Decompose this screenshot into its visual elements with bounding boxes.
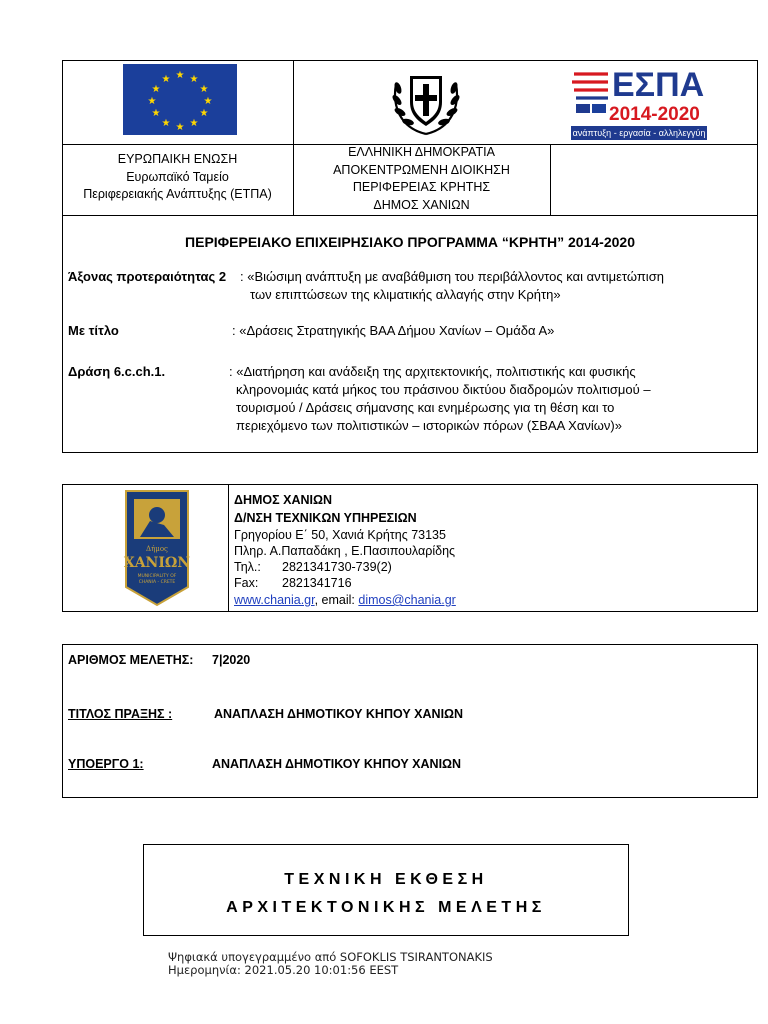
logo-dimos-text: Δήμος bbox=[146, 545, 168, 553]
eu-fund-text: ΕΥΡΩΠΑΙΚΗ ΕΝΩΣΗ Ευρωπαϊκό Ταμείο Περιφερειακής Ανάπτυξης (ΕΤΠΑ) bbox=[83, 152, 272, 201]
svg-text:★: ★ bbox=[175, 70, 185, 81]
department-name: Δ/ΝΣΗ ΤΕΧΝΙΚΩΝ ΥΠΗΡΕΣΙΩΝ bbox=[234, 511, 417, 525]
svg-text:★: ★ bbox=[189, 118, 199, 129]
axis-label: Άξονας προτεραιότητας 2 bbox=[68, 269, 227, 284]
report-title-box bbox=[143, 844, 629, 936]
espa-years-text: 2014-2020 bbox=[609, 104, 700, 125]
programme-title: ΠΕΡΙΦΕΡΕΙΑΚΟ ΕΠΙΧΕΙΡΗΣΙΑΚΟ ΠΡΟΓΡΑΜΜΑ “ΚΡΗΤΗ” 2014-2020 bbox=[185, 234, 635, 250]
logo-municipality-text: MUNICIPALITY OF bbox=[137, 574, 177, 579]
subproject-label: ΥΠΟΕΡΓΟ 1: bbox=[68, 757, 144, 771]
municipality-divider bbox=[228, 484, 229, 612]
phone-label: Τηλ.: bbox=[234, 560, 261, 574]
contact-persons-text: Πληρ. Α.Παπαδάκη , Ε.Πασιπουλαρίδης bbox=[234, 544, 456, 558]
svg-text:★: ★ bbox=[203, 96, 213, 107]
action-text: κληρονομιάς κατά μήκος του πράσινου δικτύου διαδρομών πολιτισμού – bbox=[236, 382, 651, 397]
title-label: Με τίτλο bbox=[68, 323, 119, 338]
action-label: Δράση 6.c.ch.1. bbox=[68, 364, 166, 379]
axis-text: των επιπτώσεων της κλιματικής αλλαγής στην Κρήτη» bbox=[250, 287, 561, 302]
title-text: : «Δράσεις Στρατηγικής ΒΑΑ Δήμου Χανίων – Ομάδα Α» bbox=[232, 323, 555, 338]
subproject-value: ΑΝΑΠΛΑΣΗ ΔΗΜΟΤΙΚΟΥ ΚΗΠΟΥ ΧΑΝΙΩΝ bbox=[212, 757, 462, 771]
address-text: Γρηγορίου Ε΄ 50, Χανιά Κρήτης 73135 bbox=[234, 528, 446, 542]
action-text: τουρισμού / Δράσεις σήμανσης και ενημέρωσης για τη θέση και το bbox=[236, 400, 615, 415]
web-row bbox=[234, 592, 456, 608]
action-title-label: ΤΙΤΛΟΣ ΠΡΑΞΗΣ : bbox=[68, 707, 173, 721]
website-link[interactable]: www.chania.gr bbox=[234, 593, 315, 607]
phone-row bbox=[234, 559, 392, 575]
svg-text:★: ★ bbox=[147, 96, 157, 107]
espa-brand-text: ΕΣΠΑ bbox=[612, 66, 705, 104]
svg-text:★: ★ bbox=[189, 74, 199, 85]
government-text: ΕΛΛΗΝΙΚΗ ΔΗΜΟΚΡΑΤΙΑ ΑΠΟΚΕΝΤΡΩΜΕΝΗ ΔΙΟΙΚΗΣΗ ΠΕΡΙΦΕΡΕΙΑΣ ΚΡΗΤΗΣ ΔΗΜΟΣ ΧΑΝΙΩΝ bbox=[333, 145, 510, 212]
greek-emblem-logo bbox=[386, 62, 466, 140]
svg-text:★: ★ bbox=[199, 84, 209, 95]
header-divider bbox=[550, 144, 551, 216]
svg-text:★: ★ bbox=[175, 122, 185, 133]
study-info-box bbox=[62, 644, 758, 798]
axis-text: : «Βιώσιμη ανάπτυξη με αναβάθμιση του περιβάλλοντος και αντιμετώπιση bbox=[240, 269, 664, 284]
svg-text:★: ★ bbox=[199, 108, 209, 119]
eu-flag-logo bbox=[123, 64, 237, 135]
svg-text:★: ★ bbox=[151, 108, 161, 119]
study-number-value: 7|2020 bbox=[212, 653, 251, 667]
municipality-name: ΔΗΜΟΣ ΧΑΝΙΩΝ bbox=[234, 493, 333, 507]
espa-tagline-text: ανάπτυξη - εργασία - αλληλεγγύη bbox=[572, 128, 706, 138]
email-link[interactable]: dimos@chania.gr bbox=[358, 593, 456, 607]
study-number-label: ΑΡΙΘΜΟΣ ΜΕΛΕΤΗΣ: bbox=[68, 653, 194, 667]
chania-municipality-logo bbox=[122, 489, 192, 607]
svg-text:★: ★ bbox=[151, 84, 161, 95]
svg-text:★: ★ bbox=[161, 118, 171, 129]
logo-chanion-text: ΧΑΝΙΩΝ bbox=[123, 555, 191, 571]
espa-logo bbox=[568, 62, 710, 142]
digital-signature-date: Ημερομηνία: 2021.05.20 10:01:56 EEST bbox=[168, 963, 399, 977]
phone-value: 2821341730-739(2) bbox=[282, 560, 392, 574]
fax-row bbox=[234, 575, 352, 591]
report-title-line1: ΤΕΧΝΙΚΗ ΕΚΘΕΣΗ bbox=[284, 871, 488, 888]
logo-chania-crete-text: CHANIA - CRETE bbox=[138, 580, 176, 585]
action-title-value: ΑΝΑΠΛΑΣΗ ΔΗΜΟΤΙΚΟΥ ΚΗΠΟΥ ΧΑΝΙΩΝ bbox=[214, 707, 464, 721]
action-text: περιεχόμενο των πολιτιστικών – ιστορικών πόρων (ΣΒΑΑ Χανίων)» bbox=[236, 418, 622, 433]
action-text: : «Διατήρηση και ανάδειξη της αρχιτεκτονικής, πολιτιστικής και φυσικής bbox=[229, 364, 636, 379]
digital-signature-name: Ψηφιακά υπογεγραμμένο από SOFOKLIS TSIRANTONAKIS bbox=[168, 950, 493, 964]
report-title-line2: ΑΡΧΙΤΕΚΤΟΝΙΚΗΣ ΜΕΛΕΤΗΣ bbox=[226, 899, 546, 916]
svg-text:★: ★ bbox=[161, 74, 171, 85]
email-prefix: , email: bbox=[314, 593, 359, 607]
fax-label: Fax: bbox=[234, 576, 259, 590]
fax-value: 2821341716 bbox=[282, 576, 352, 590]
